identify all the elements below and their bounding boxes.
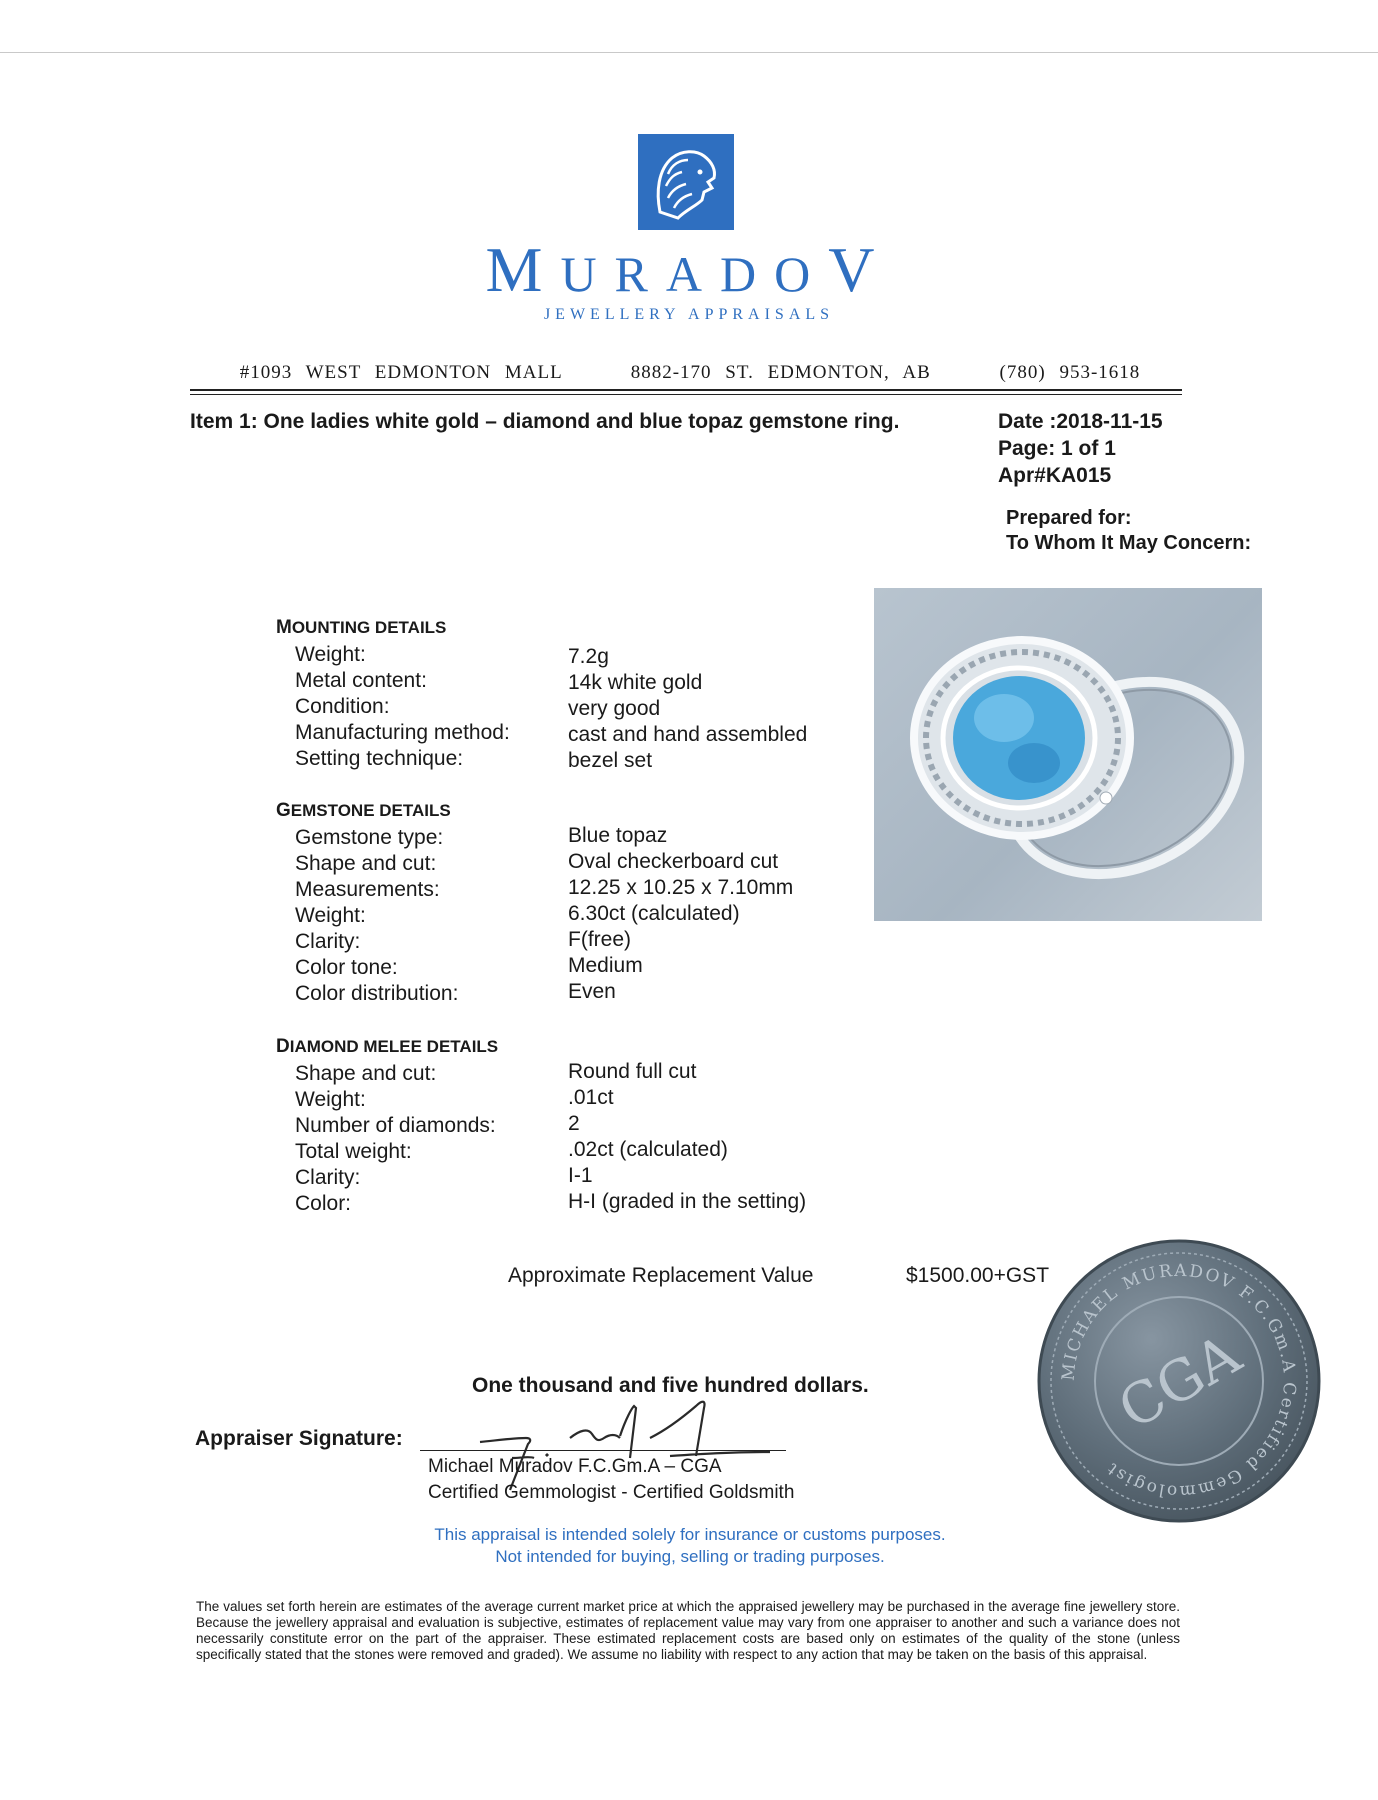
- heading-cap: G: [276, 800, 291, 821]
- diamond-details-heading: [276, 1036, 498, 1058]
- header-rule-thin: [190, 394, 1182, 395]
- mounting-details-heading: [276, 617, 446, 639]
- diamond-label: Number of diamonds:: [295, 1114, 496, 1137]
- heading-cap: M: [276, 617, 292, 638]
- diamond-label: Color:: [295, 1192, 352, 1215]
- mounting-value: 7.2g: [568, 645, 609, 668]
- diamond-label: Clarity:: [295, 1166, 361, 1189]
- appraisal-number: Apr#KA015: [998, 464, 1112, 487]
- gemstone-value: Medium: [568, 954, 643, 977]
- top-rule: [0, 52, 1378, 53]
- ring-photo: [874, 588, 1262, 921]
- brand-tagline: JEWELLERY APPRAISALS: [543, 306, 835, 323]
- gemstone-label: Gemstone type:: [295, 826, 444, 849]
- diamond-value: .02ct (calculated): [568, 1138, 728, 1161]
- gemstone-value: 6.30ct (calculated): [568, 902, 740, 925]
- lion-logo-icon: [638, 134, 734, 230]
- diamond-value: 2: [568, 1112, 580, 1135]
- heading-rest: IAMOND MELEE DETAILS: [289, 1037, 499, 1056]
- brand-initial: M: [485, 234, 561, 305]
- mounting-label: Weight:: [295, 643, 366, 666]
- heading-cap: D: [276, 1036, 290, 1057]
- prepared-label: Prepared for:: [1006, 507, 1132, 529]
- diamond-label: Shape and cut:: [295, 1062, 437, 1085]
- prepared-for: [1006, 506, 1251, 556]
- seal-center-text: CGA: [1108, 1322, 1252, 1443]
- diamond-value: I-1: [568, 1164, 593, 1187]
- gemstone-label: Measurements:: [295, 878, 440, 901]
- appraiser-name: Michael Muradov F.C.Gm.A – CGA: [428, 1456, 722, 1477]
- gemstone-value: Oval checkerboard cut: [568, 850, 779, 873]
- mounting-label: Metal content:: [295, 669, 427, 692]
- seal-ring-text: MICHAEL MURADOV F.C.Gm.A Certified Gemmologist: [1058, 1260, 1300, 1502]
- heading-rest: OUNTING DETAILS: [291, 618, 447, 637]
- purpose-notice-line-2: Not intended for buying, selling or trading purposes.: [495, 1547, 885, 1566]
- heading-rest: EMSTONE DETAILS: [290, 801, 451, 820]
- gemstone-value: Even: [568, 980, 616, 1003]
- diamond-value: H-I (graded in the setting): [568, 1190, 807, 1213]
- mounting-value: bezel set: [568, 749, 653, 772]
- mounting-label: Setting technique:: [295, 747, 464, 770]
- gemstone-label: Weight:: [295, 904, 366, 927]
- replacement-label: Approximate Replacement Value: [508, 1264, 814, 1287]
- gemstone-value: F(free): [568, 928, 631, 951]
- mounting-value: 14k white gold: [568, 671, 703, 694]
- gemstone-label: Color distribution:: [295, 982, 459, 1005]
- page-number: Page: 1 of 1: [998, 437, 1116, 460]
- mounting-value: cast and hand assembled: [568, 723, 808, 746]
- diamond-label: Total weight:: [295, 1140, 412, 1163]
- replacement-value: $1500.00+GST: [906, 1264, 1050, 1287]
- amount-in-words: One thousand and five hundred dollars.: [472, 1374, 869, 1397]
- brand-final: V: [828, 234, 893, 305]
- address-line: #1093 WEST EDMONTON MALL 8882-170 ST. EDMONTON, AB (780) 953-1618: [239, 362, 1141, 383]
- item-title: Item 1: One ladies white gold – diamond and blue topaz gemstone ring.: [190, 410, 900, 433]
- gemstone-details-heading: [276, 800, 451, 822]
- mounting-value: very good: [568, 697, 661, 720]
- purpose-notice-line-1: This appraisal is intended solely for insurance or customs purposes.: [434, 1525, 946, 1544]
- diamond-label: Weight:: [295, 1088, 366, 1111]
- gemstone-value: Blue topaz: [568, 824, 668, 847]
- gemstone-label: Clarity:: [295, 930, 361, 953]
- header-rule: [190, 389, 1182, 391]
- mounting-label: Manufacturing method:: [295, 721, 510, 744]
- signature-label: Appraiser Signature:: [195, 1427, 403, 1450]
- cga-seal: [1034, 1236, 1324, 1526]
- brand-rest: URADO: [560, 246, 829, 302]
- gemstone-label: Color tone:: [295, 956, 398, 979]
- gemstone-label: Shape and cut:: [295, 852, 437, 875]
- prepared-recipient: To Whom It May Concern:: [1006, 532, 1252, 554]
- disclaimer-text: The values set forth herein are estimates of the average current market price at which the appraised jewellery may be purchased in the average fine jewellery store. Because the jewellery appraisal and evaluation is subjective, estimates of replacement value may vary from one appraiser to another and such a variance does not necessarily constitute error on the part of the appraiser. These estimated replacement costs are based only on estimates of the quality of the stone (unless specifically stated that the stones were removed and graded). We assume no liability with respect to any action that may be taken on the basis of this appraisal.: [196, 1599, 1180, 1662]
- gemstone-value: 12.25 x 10.25 x 7.10mm: [568, 876, 794, 899]
- brand-name: [0, 234, 1378, 306]
- appraisal-date: Date :2018-11-15: [998, 410, 1163, 433]
- diamond-value: Round full cut: [568, 1060, 697, 1083]
- appraiser-title: Certified Gemmologist - Certified Goldsmith: [428, 1482, 795, 1503]
- mounting-label: Condition:: [295, 695, 390, 718]
- diamond-value: .01ct: [568, 1086, 614, 1109]
- purpose-notice: [300, 1524, 1080, 1568]
- appraisal-meta: [998, 408, 1163, 489]
